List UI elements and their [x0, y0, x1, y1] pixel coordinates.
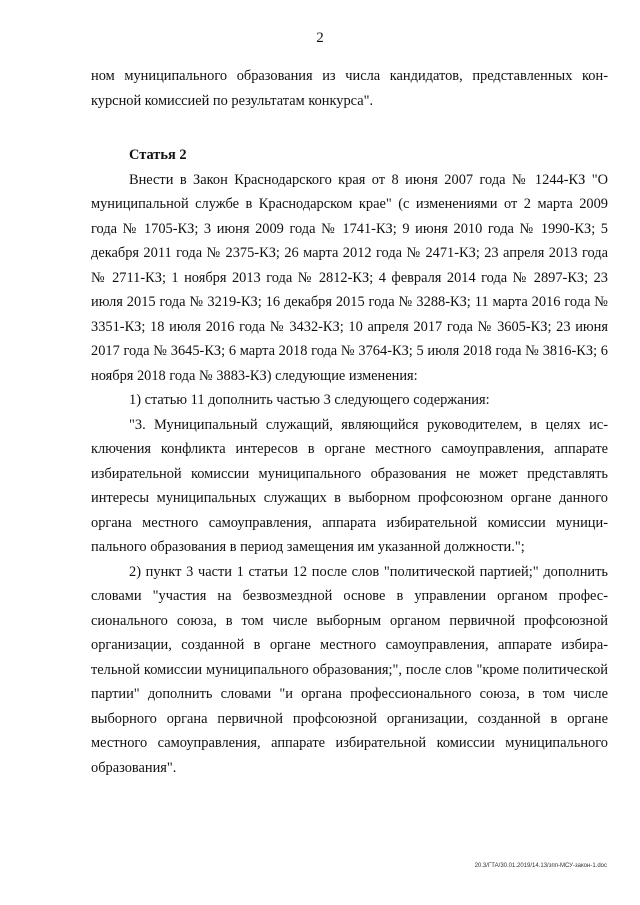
- continuation-paragraph: ном муниципального образования из числа кандидатов, представленных конкурсной комиссией по результатам конкурса".: [91, 68, 608, 109]
- footer-file-code: 20.3/ГТА/30.01.2019/14.13/зпп-МСУ-закон-1.doc: [474, 863, 607, 869]
- item-1-paragraph: 1) статью 11 дополнить частью 3 следующего содержания:: [129, 392, 490, 408]
- item-1-quoted-text: "3. Муниципальный служащий, являющийся руководителем, в целях исключения конфликта интересов в органе местного самоуправления, аппарате избирательной комиссии муниципального образования не может представлять интересы муниципальных служащих в выборном профсоюзном органе данного органа местного самоуправления, аппарата избирательной комиссии муниципального образования в период замещения им указанной должности.";: [91, 416, 608, 555]
- document-body: [91, 64, 608, 780]
- page-number: 2: [316, 30, 324, 46]
- item-2-paragraph: 2) пункт 3 части 1 статьи 12 после слов "политической партией;" дополнить словами "участия на безвозмездной основе в управлении органом профессионального союза, в том числе выборным органом первичной профсоюзной организации, созданной в органе местного самоуправления, аппарате избирательной комиссии муниципального образования;", после слов "кроме политической партии" дополнить словами "и органа профессионального союза, в том числе выборного органа первичной профсоюзной организации, созданной в органе местного самоуправления, аппарате избирательной комиссии муниципального образования".: [91, 563, 608, 776]
- article-heading: Статья 2: [129, 147, 187, 163]
- intro-paragraph: Внести в Закон Краснодарского края от 8 июня 2007 года № 1244-КЗ "О муниципальной службе в Краснодарском крае" (с изменениями от 2 марта 2009 года № 1705-КЗ; 3 июня 2009 года № 1741-КЗ; 9 июня 2010 года № 1990-КЗ; 5 декабря 2011 года № 2375-КЗ; 26 марта 2012 года № 2471-КЗ; 23 апреля 2013 года № 2711-КЗ; 1 ноября 2013 года № 2812-КЗ; 4 февраля 2014 года № 2897-КЗ; 23 июля 2015 года № 3219-КЗ; 16 декабря 2015 года № 3288-КЗ; 11 марта 2016 года № 3351-КЗ; 18 июля 2016 года № 3432-КЗ; 10 апреля 2017 года № 3605-КЗ; 23 июня 2017 года № 3645-КЗ; 6 марта 2018 года № 3764-КЗ; 5 июля 2018 года № 3816-КЗ; 6 ноября 2018 года № 3883-КЗ) следующие изменения:: [91, 171, 608, 384]
